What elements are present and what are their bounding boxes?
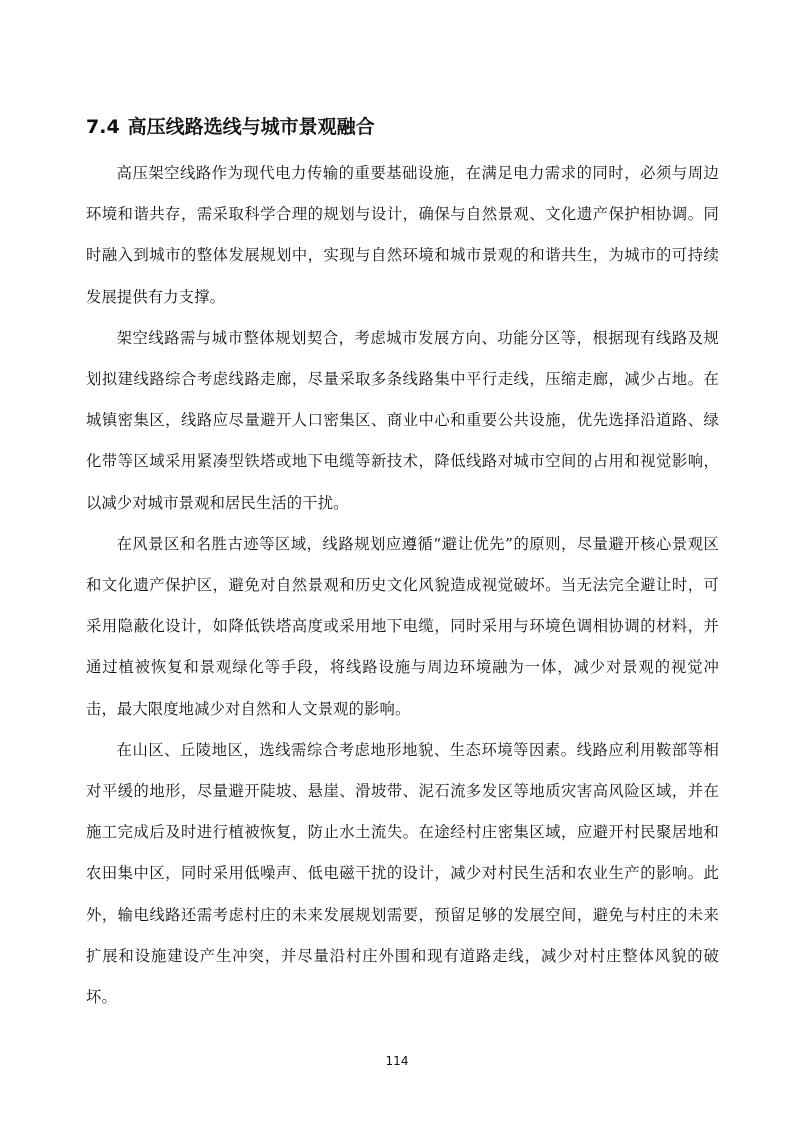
- paragraph: 高压架空线路作为现代电力传输的重要基础设施，在满足电力需求的同时，必须与周边环境和谐共存，需采取科学合理的规划与设计，确保与自然景观、文化遗产保护相协调。同时融入到城市的整体发展规划中，实现与自然环境和城市景观的和谐共生，为城市的可持续发展提供有力支撑。: [86, 164, 719, 306]
- section-heading: [86, 113, 726, 141]
- paragraph: 在山区、丘陵地区，选线需综合考虑地形地貌、生态环境等因素。线路应利用鞍部等相对平缓的地形，尽量避开陡坡、悬崖、滑坡带、泥石流多发区等地质灾害高风险区域，并在施工完成后及时进行植被恢复，防止水土流失。在途经村庄密集区域，应避开村民聚居地和农田集中区，同时采用低噪声、低电磁干扰的设计，减少对村民生活和农业生产的影响。此外，输电线路还需考虑村庄的未来发展规划需要，预留足够的发展空间，避免与村庄的未来扩展和设施建设产生冲突，并尽量沿村庄外围和现有道路走线，减少对村庄整体风貌的破坏。: [86, 740, 719, 1007]
- body-text: [86, 153, 719, 1018]
- page-number: 114: [385, 1054, 409, 1068]
- paragraph: 在风景区和名胜古迹等区域，线路规划应遵循“避让优先”的原则，尽量避开核心景观区和文化遗产保护区，避免对自然景观和历史文化风貌造成视觉破坏。当无法完全避让时，可采用隐蔽化设计，如降低铁塔高度或采用地下电缆，同时采用与环境色调相协调的材料，并通过植被恢复和景观绿化等手段，将线路设施与周边环境融为一体，减少对景观的视觉冲击，最大限度地减少对自然和人文景观的影响。: [86, 534, 719, 718]
- paragraph: 架空线路需与城市整体规划契合，考虑城市发展方向、功能分区等，根据现有线路及规划拟建线路综合考虑线路走廊，尽量采取多条线路集中平行走线，压缩走廊，减少占地。在城镇密集区，线路应尽量避开人口密集区、商业中心和重要公共设施，优先选择沿道路、绿化带等区域采用紧凑型铁塔或地下电缆等新技术，降低线路对城市空间的占用和视觉影响，以减少对城市景观和居民生活的干扰。: [86, 328, 719, 512]
- section-title-text: 高压线路选线与城市景观融合: [127, 116, 375, 138]
- section-number: 7.4: [86, 116, 120, 138]
